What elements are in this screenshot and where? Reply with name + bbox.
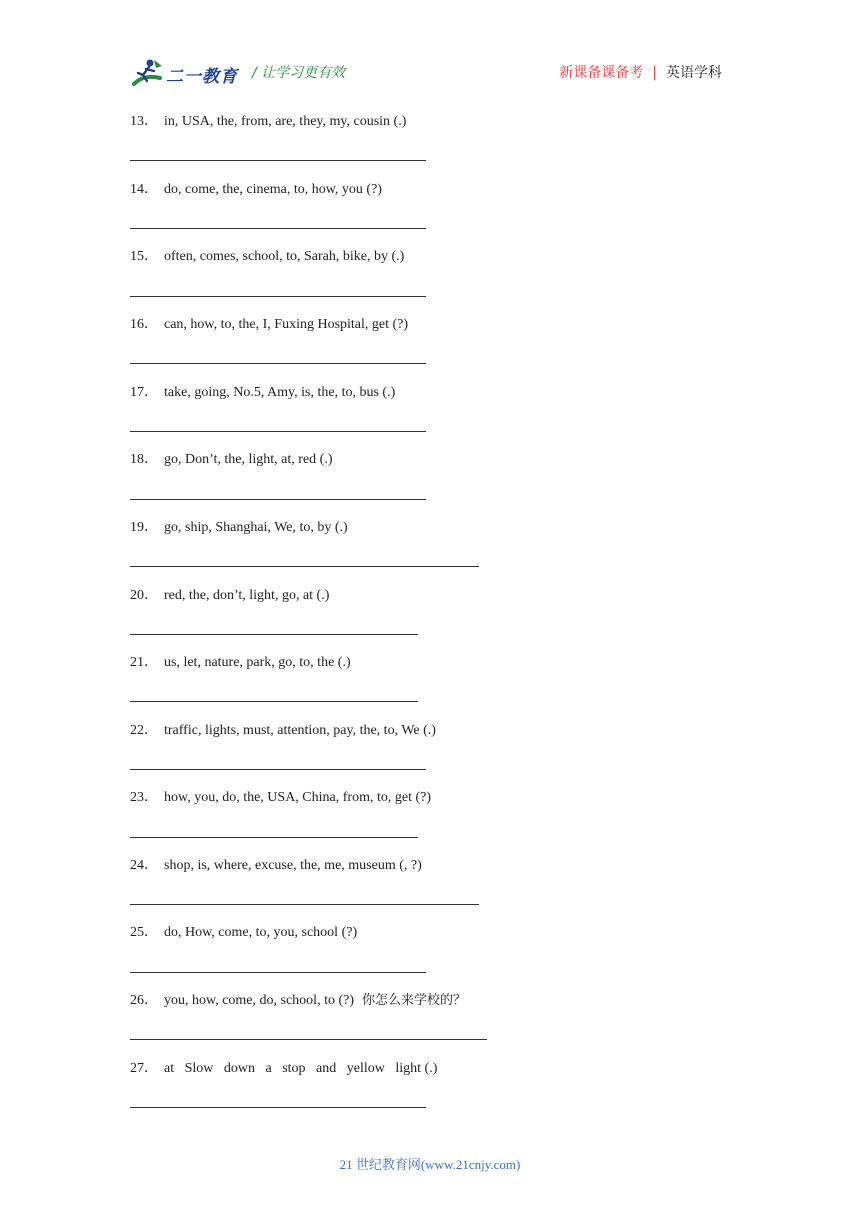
question-text: go, Don’t, the, light, at, red (.)	[164, 452, 333, 467]
question-number: 22．	[130, 723, 158, 738]
question-number: 19．	[130, 520, 158, 535]
question-21	[130, 654, 351, 672]
question-24	[130, 857, 422, 875]
question-text: shop, is, where, excuse, the, me, museum (, ?)	[164, 858, 422, 873]
answer-line-21[interactable]	[130, 701, 418, 702]
header-right	[559, 62, 722, 82]
question-text: can, how, to, the, I, Fuxing Hospital, get (?)	[164, 317, 409, 332]
question-15	[130, 248, 404, 266]
subject-label: 英语学科	[666, 65, 722, 81]
question-18	[130, 451, 333, 469]
answer-line-17[interactable]	[130, 431, 426, 432]
question-17	[130, 384, 395, 402]
answer-line-15[interactable]	[130, 296, 426, 297]
question-22	[130, 722, 436, 740]
question-number: 18．	[130, 452, 158, 467]
answer-line-16[interactable]	[130, 363, 426, 364]
question-26	[130, 992, 466, 1010]
question-text: you, how, come, do, school, to (?)	[164, 993, 354, 1008]
header-separator: |	[652, 65, 657, 81]
course-label: 新课备课备考	[559, 65, 644, 81]
question-text: in, USA, the, from, are, they, my, cousin (.)	[164, 114, 407, 129]
question-number: 23．	[130, 790, 158, 805]
logo-text: 二一教育	[166, 67, 238, 87]
slogan: / 让学习更有效	[252, 65, 346, 81]
question-number: 25．	[130, 925, 158, 940]
answer-line-19[interactable]	[130, 566, 479, 567]
page-header	[0, 0, 860, 100]
answer-line-24[interactable]	[130, 904, 479, 905]
answer-line-23[interactable]	[130, 837, 418, 838]
answer-line-13[interactable]	[130, 160, 426, 161]
question-16	[130, 316, 408, 334]
question-text: traffic, lights, must, attention, pay, the, to, We (.)	[164, 723, 436, 738]
question-number: 14．	[130, 182, 158, 197]
question-19	[130, 519, 348, 537]
question-number: 21．	[130, 655, 158, 670]
question-text: go, ship, Shanghai, We, to, by (.)	[164, 520, 348, 535]
question-number: 17．	[130, 385, 158, 400]
question-23	[130, 789, 431, 807]
question-text: us, let, nature, park, go, to, the (.)	[164, 655, 351, 670]
question-number: 27．	[130, 1061, 158, 1076]
question-text: do, How, come, to, you, school (?)	[164, 925, 358, 940]
footer-source: 21 世纪教育网(www.21cnjy.com)	[339, 1157, 521, 1172]
question-text: do, come, the, cinema, to, how, you (?)	[164, 182, 382, 197]
question-14	[130, 181, 382, 199]
question-text: often, comes, school, to, Sarah, bike, by (.)	[164, 249, 405, 264]
question-25	[130, 924, 357, 942]
question-number: 15．	[130, 249, 158, 264]
question-27	[130, 1060, 437, 1078]
answer-line-14[interactable]	[130, 228, 426, 229]
runner-logo-icon	[130, 56, 164, 90]
answer-line-26[interactable]	[130, 1039, 487, 1040]
question-number: 26．	[130, 993, 158, 1008]
question-20	[130, 587, 329, 605]
answer-line-27[interactable]	[130, 1107, 426, 1108]
question-text: red, the, don’t, light, go, at (.)	[164, 588, 330, 603]
logo	[130, 56, 240, 90]
question-text: take, going, No.5, Amy, is, the, to, bus (.)	[164, 385, 396, 400]
question-text: at Slow down a stop and yellow light (.)	[164, 1061, 438, 1076]
answer-line-22[interactable]	[130, 769, 426, 770]
answer-line-25[interactable]	[130, 972, 426, 973]
answer-line-18[interactable]	[130, 499, 426, 500]
question-number: 20．	[130, 588, 158, 603]
question-number: 24．	[130, 858, 158, 873]
question-number: 13．	[130, 114, 158, 129]
question-13	[130, 113, 406, 131]
question-text: how, you, do, the, USA, China, from, to, get (?)	[164, 790, 431, 805]
question-number: 16．	[130, 317, 158, 332]
answer-line-20[interactable]	[130, 634, 418, 635]
question-translation: 你怎么来学校的？	[362, 993, 467, 1008]
